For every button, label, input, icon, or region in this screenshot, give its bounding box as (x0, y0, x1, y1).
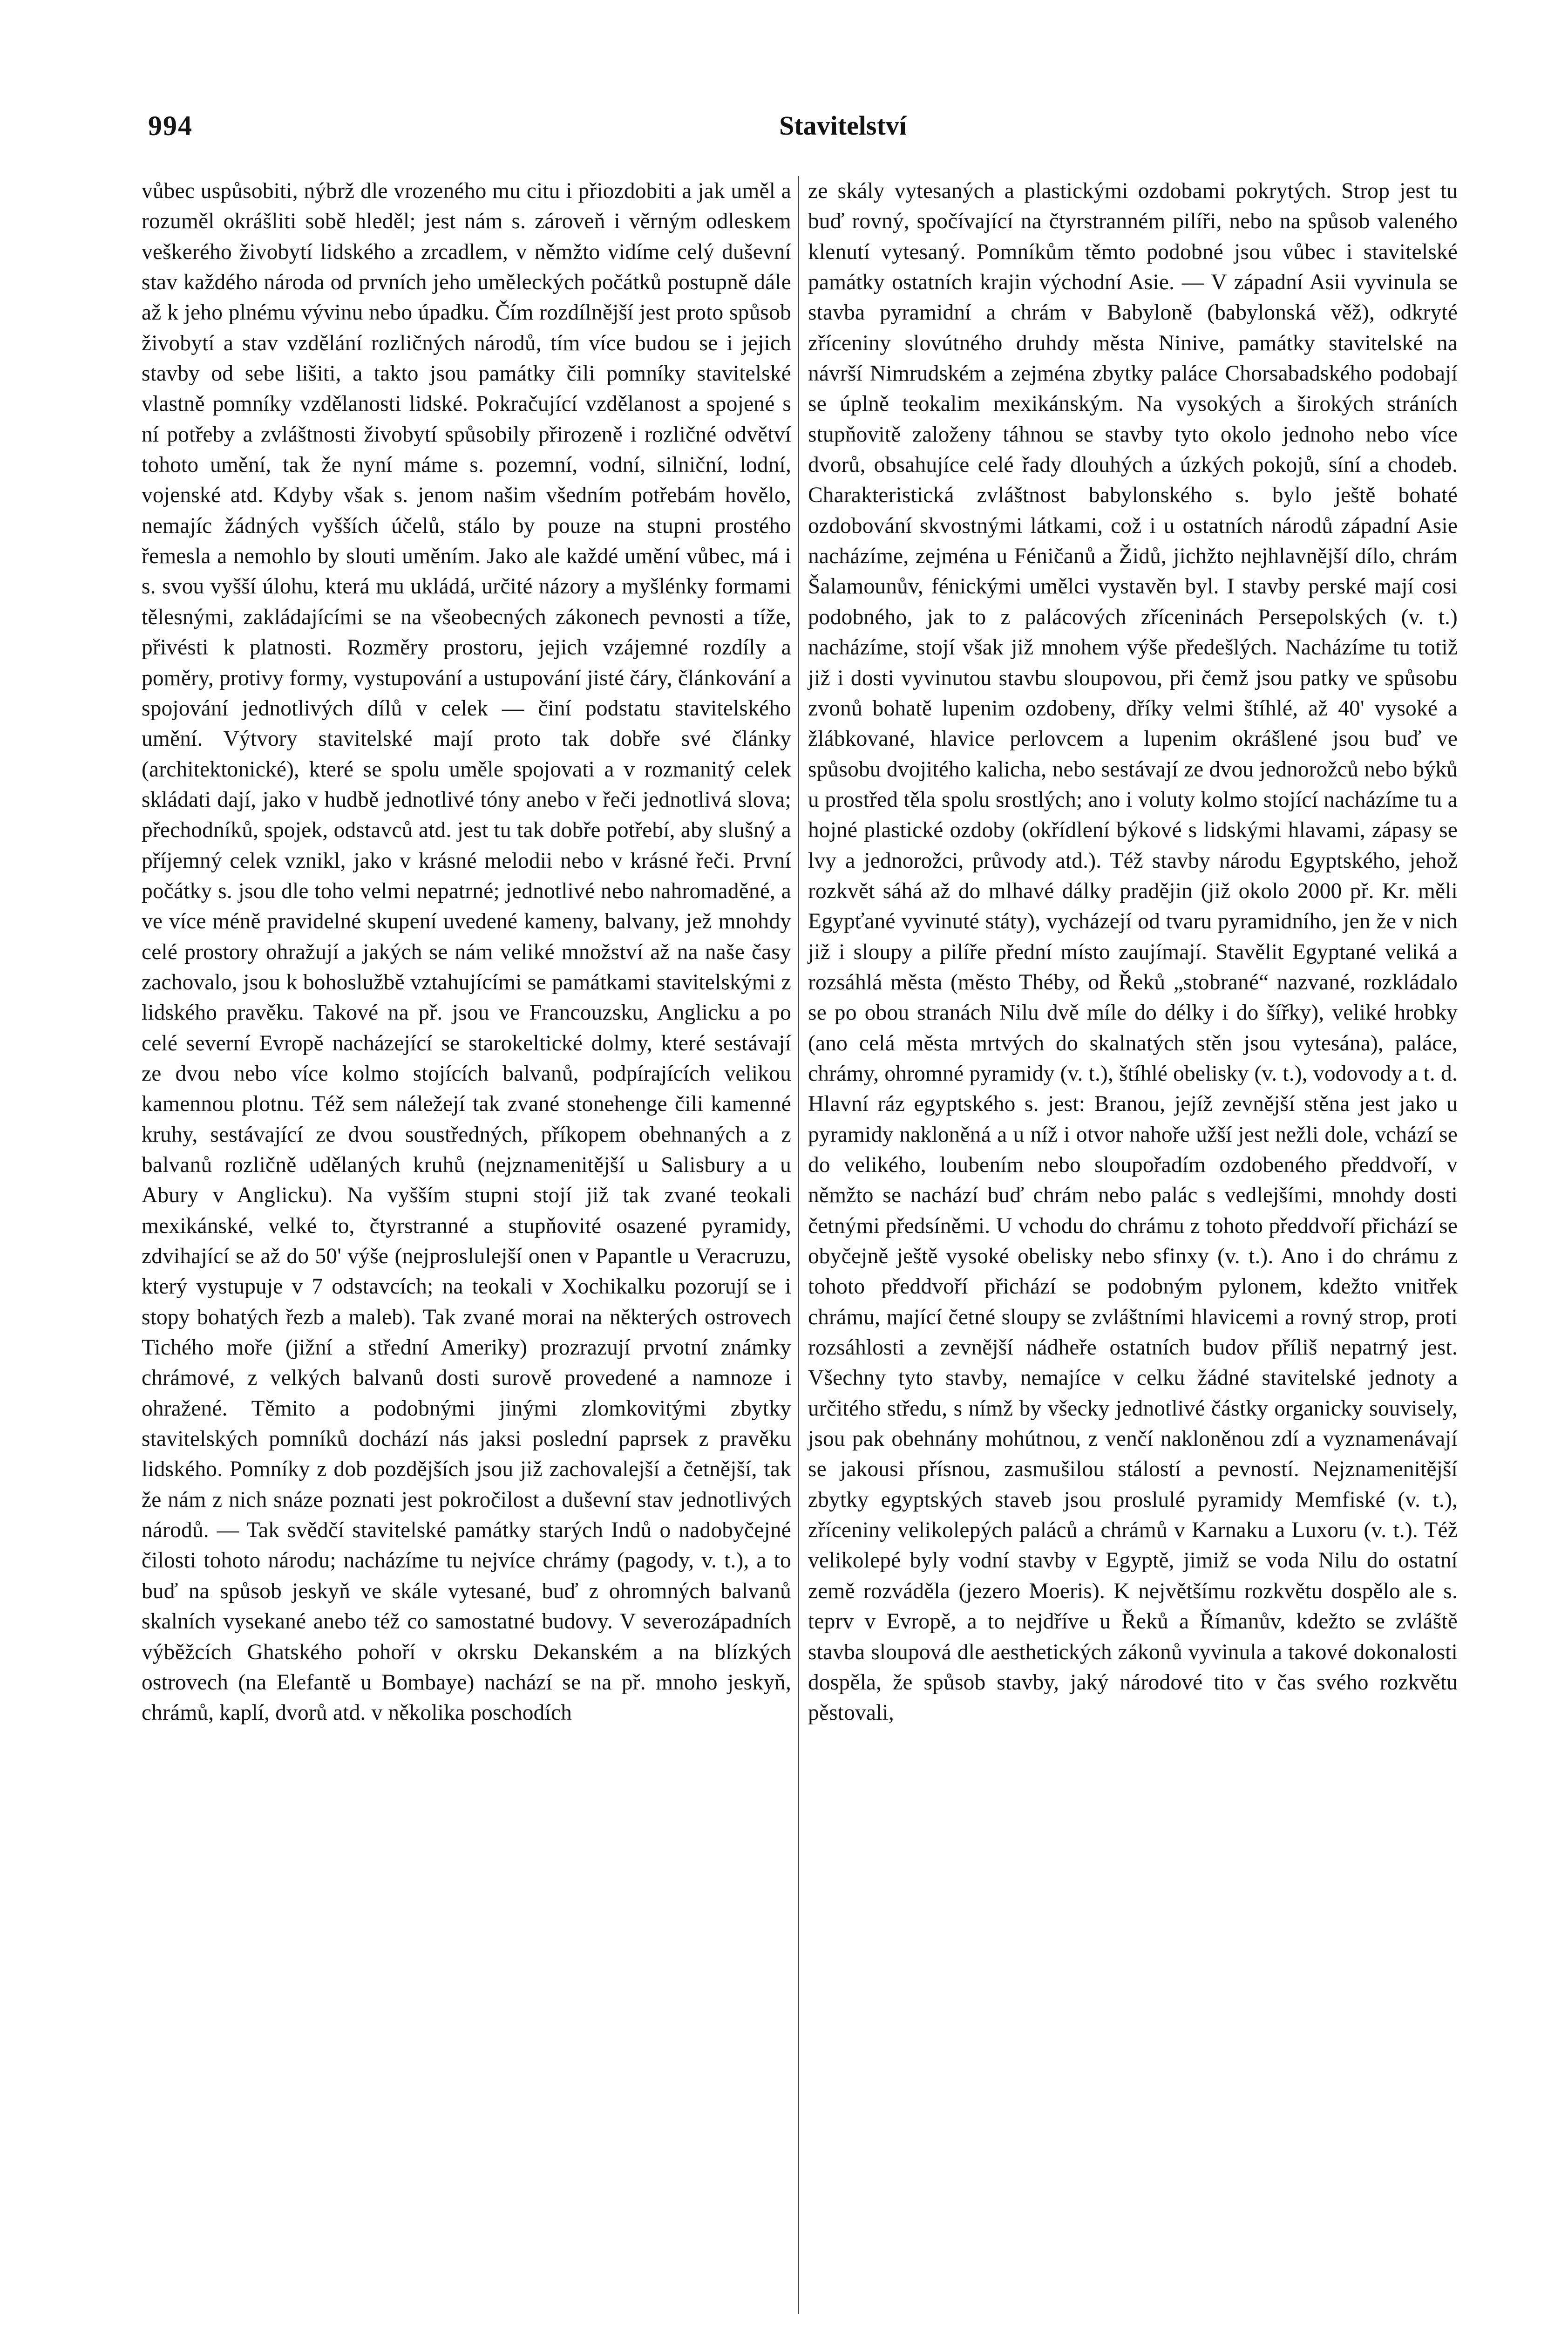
page-number: 994 (148, 110, 193, 141)
right-column (808, 176, 1458, 2314)
left-column-text: vůbec uspůsobiti, nýbrž dle vrozeného mu citu i přiozdobiti a jak uměl a rozuměl okrášliti sobě hleděl; jest nám s. zároveň i věrným odleskem veškerého živobytí lidského a zrcadlem, v němžto vidíme celý duševní stav každého národa od prvních jeho uměleckých počátků postupně dále až k jeho plnému vývinu nebo úpadku. Čím rozdílnější jest proto spůsob živobytí a stav vzdělání rozličných národů, tím více budou se i jejich stavby od sebe lišiti, a takto jsou památky čili pomníky stavitelské vlastně pomníky vzdělanosti lidské. Pokračující vzdělanost a spojené s ní potřeby a zvláštnosti živobytí spůsobily přirozeně i rozličné odvětví tohoto umění, tak že nyní máme s. pozemní, vodní, silniční, lodní, vojenské atd. Kdyby však s. jenom našim všedním potřebám hovělo, nemajíc žádných vyšších účelů, stálo by pouze na stupni prostého řemesla a nemohlo by slouti uměním. Jako ale každé umění vůbec, má i s. svou vyšší úlohu, která mu ukládá, určité názory a myšlénky formami tělesnými, zakládajícími se na všeobecných zákonech pevnosti a tíže, přivésti k platnosti. Rozměry prostoru, jejich vzájemné rozdíly a poměry, protivy formy, vystupování a ustupování jisté čáry, článkování a spojování jednotlivých dílů v celek — činí podstatu stavitelského umění. Výtvory stavitelské mají proto tak dobře své články (architektonické), které se spolu uměle spojovati a v rozmanitý celek skládati dají, jako v hudbě jednotlivé tóny anebo v řeči jednotlivá slova; přechodníků, spojek, odstavců atd. jest tu tak dobře potřebí, aby slušný a příjemný celek vznikl, jako v krásné melodii nebo v krásné řeči. První počátky s. jsou dle toho velmi nepatrné; jednotlivé nebo nahromaděné, a ve více méně pravidelné skupení uvedené kameny, balvany, jež mnohdy celé prostory ohražují a jakých se nám veliké množství až na naše časy zachovalo, jsou k bohoslužbě vztahujícími se památkami stavitelskými z lidského pravěku. Takové na př. jsou ve Francouzsku, Anglicku a po celé severní Evropě nacházející se starokeltické dolmy, které sestávají ze dvou nebo více kolmo stojících balvanů, podpírajících velikou kamennou plotnu. Též sem náležejí tak zvané stonehenge čili kamenné kruhy, sestávající ze dvou soustředných, příkopem obehnaných a z balvanů rozličně udělaných kruhů (nejznamenitější u Salisbury a u Abury v Anglicku). Na vyšším stupni stojí již tak zvané teokali mexikánské, velké to, čtyrstranné a stupňovité osazené pyramidy, zdvihající se až do 50' výše (nejproslulejší onen v Papantle u Veracruzu, který vystupuje v 7 odstavcích; na teokali v Xochikalku pozorují se i stopy bohatých řezb a maleb). Tak zvané morai na některých ostrovech Tichého moře (jižní a střední Ameriky) prozrazují prvotní známky chrámové, z velkých balvanů dosti surově provedené a namnoze i ohražené. Těmito a podobnými jinými zlomkovitými zbytky stavitelských pomníků dochází nás jaksi poslední paprsek z pravěku lidského. Pomníky z dob pozdějších jsou již zachovalejší a četnější, tak že nám z nich snáze poznati jest pokročilost a duševní stav jednotlivých národů. — Tak svědčí stavitelské památky starých Indů o nadobyčejné čilosti tohoto národu; nacházíme tu nejvíce chrámy (pagody, v. t.), a to buď na spůsob jeskyň ve skále vytesané, buď z ohromných balvanů skalních vysekané anebo též co samostatné budovy. V severozápadních výběžcích Ghatského pohoří v okrsku Dekanském a na blízkých ostrovech (na Elefantě u Bombaye) nachází se na př. mnoho jeskyň, chrámů, kaplí, dvorů atd. v několika poschodích (142, 179, 791, 1725)
left-column (142, 176, 791, 2314)
column-divider (798, 176, 799, 2314)
right-column-text: ze skály vytesaných a plastickými ozdobami pokrytých. Strop jest tu buď rovný, spočívající na čtyrstranném pilíři, nebo na spůsob valeného klenutí vytesaný. Pomníkům těmto podobné jsou vůbec i stavitelské památky ostatních krajin východní Asie. — V západní Asii vyvinula se stavba pyramidní a chrám v Babyloně (babylonská věž), odkryté zříceniny slovútného druhdy města Ninive, památky stavitelské na návrší Nimrudském a zejména zbytky paláce Chorsabadského podobají se úplně teokalim mexikánským. Na vysokých a širokých stráních stupňovitě založeny táhnou se stavby tyto okolo jednoho nebo více dvorů, obsahujíce celé řady dlouhých a úzkých pokojů, síní a chodeb. Charakteristická zvláštnost babylonského s. bylo ještě bohaté ozdobování skvostnými látkami, což i u ostatních národů západní Asie nacházíme, zejména u Féničanů a Židů, jichžto nejhlavnější dílo, chrám Šalamounův, fénickými umělci vystavěn byl. I stavby perské mají cosi podobného, jak to z palácových zříceninách Persepolských (v. t.) nacházíme, stojí však již mnohem výše předešlých. Nacházíme tu totiž již i dosti vyvinutou stavbu sloupovou, při čemž jsou patky ve spůsobu zvonů bohatě lupenim ozdobeny, dříky velmi štíhlé, až 40' vysoké a žlábkované, hlavice perlovcem a lupenim okrášlené jsou buď ve spůsobu dvojitého kalicha, nebo sestávají ze dvou jednorožců nebo býků u prostřed těla spolu srostlých; ano i voluty kolmo stojící nacházíme tu a hojné plastické ozdoby (okřídlení býkové s lidskými hlavami, zápasy se lvy a jednorožci, průvody atd.). Též stavby národu Egyptského, jehož rozkvět sáhá až do mlhavé dálky pradějin (již okolo 2000 př. Kr. měli Egypťané vyvinuté státy), vycházejí od tvaru pyramidního, jen že v nich již i sloupy a pilíře přední místo zaujímají. Stavělit Egyptané veliká a rozsáhlá města (město Théby, od Řeků „stobrané“ nazvané, rozkládalo se po obou stranách Nilu dvě míle do délky i do šířky), veliké hrobky (ano celá města mrtvých do skalnatých stěn jsou vytesána), paláce, chrámy, ohromné pyramidy (v. t.), štíhlé obelisky (v. t.), vodovody a t. d. Hlavní ráz egyptského s. jest: Branou, jejíž zevnější stěna jest jako u pyramidy nakloněná a u níž i otvor nahoře užší jest nežli dole, vchází se do velikého, loubením nebo sloupořadím ozdobeného předdvoří, v němžto se nachází buď chrám nebo palác s vedlejšími, mnohdy dosti četnými předsíněmi. U vchodu do chrámu z tohoto předdvoří přichází se obyčejně ještě vysoké obelisky nebo sfinxy (v. t.). Ano i do chrámu z tohoto předdvoří přichází se podobným pylonem, kdežto vnitřek chrámu, mající četné sloupy se zvláštními hlavicemi a rovný strop, proti rozsáhlosti a zevnější nádheře ostatních budov příliš nepatrný jest. Všechny tyto stavby, nemajíce v celku žádné stavitelské jednoty a určitého středu, s nímž by všecky jednotlivé částky organicky souvisely, jsou pak obehnány mohútnou, z venčí nakloněnou zdí a vyznamenávají se jakousi přísnou, zasmušilou stálostí a pevností. Nejznamenitější zbytky egyptských staveb jsou proslulé pyramidy Memfiské (v. t.), zříceniny velikolepých paláců a chrámů v Karnaku a Luxoru (v. t.). Též velikolepé byly vodní stavby v Egyptě, jimiž se voda Nilu do ostatní země rozváděla (jezero Moeris). K největšímu rozkvětu dospělo ale s. teprv v Evropě, a to nejdříve u Řeků a Římanův, kdežto se zvláště stavba sloupová dle aesthetických zákonů vyvinula a takové dokonalosti dospěla, že spůsob stavby, jaký národové tito v čas svého rozkvětu pěstovali, (808, 179, 1458, 1725)
running-title: Stavitelství (779, 110, 907, 141)
page-header (0, 0, 1568, 172)
